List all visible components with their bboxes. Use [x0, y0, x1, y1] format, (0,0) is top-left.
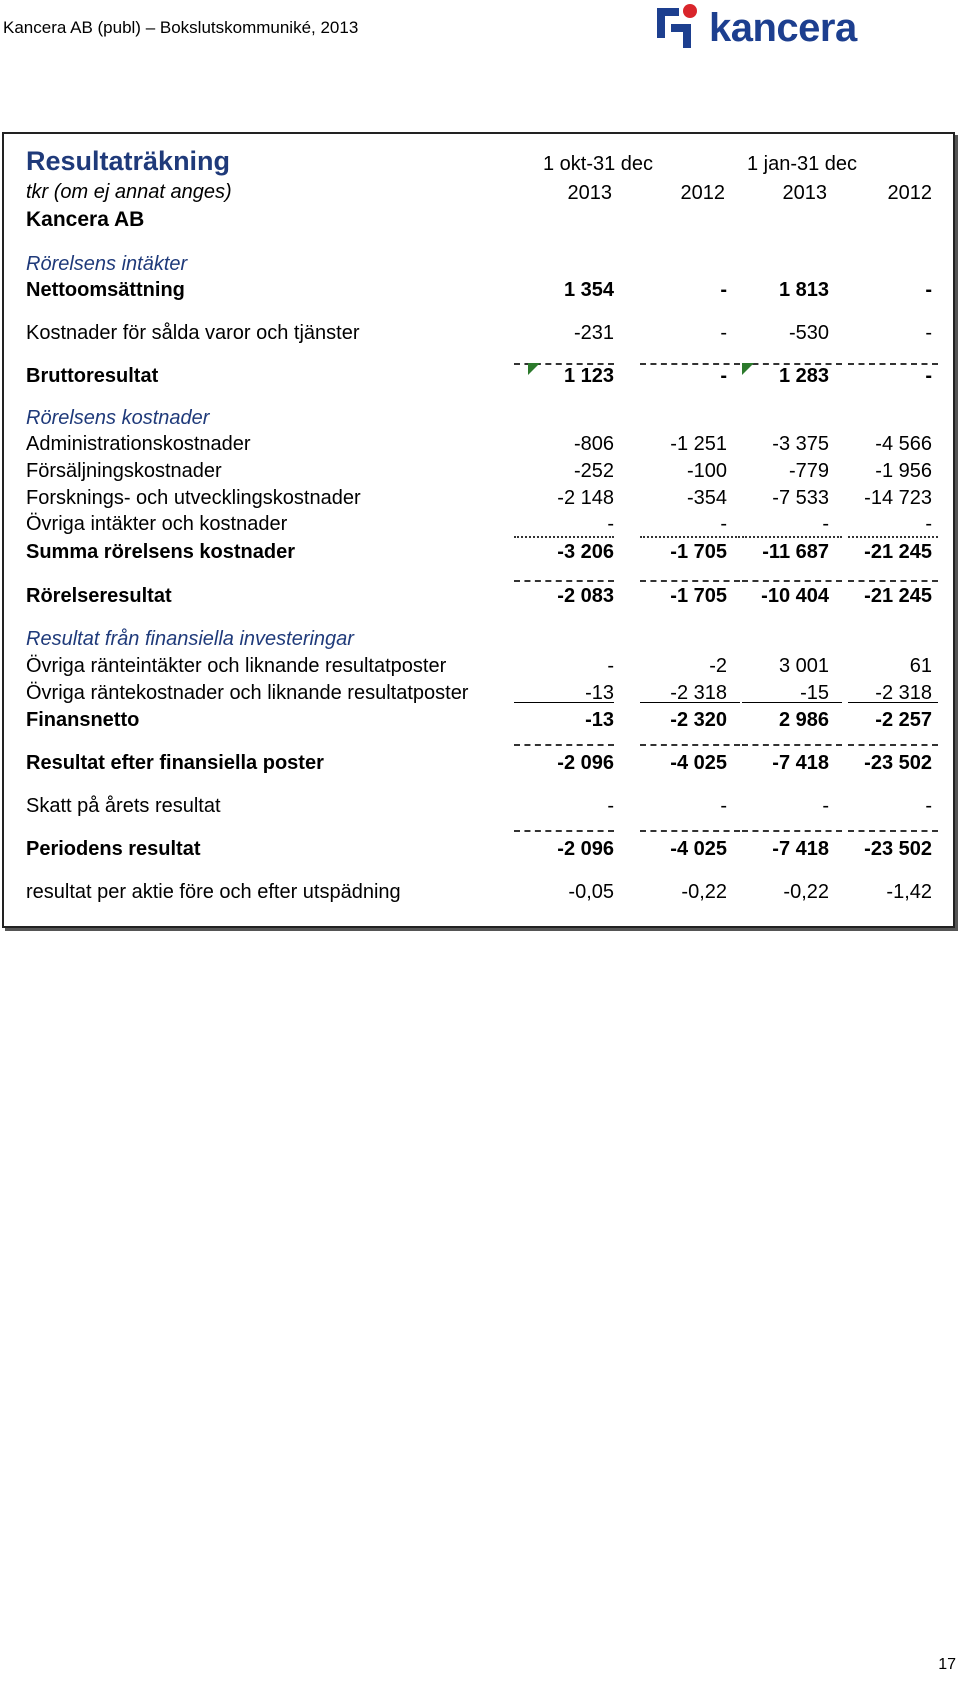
table-cell: - [720, 365, 727, 387]
table-cell: -21 245 [864, 541, 932, 563]
table-cell: - [607, 655, 614, 677]
table-cell: - [720, 513, 727, 535]
separator-line [742, 744, 842, 746]
row-label: Bruttoresultat [26, 365, 159, 387]
table-cell: -1 705 [670, 541, 727, 563]
table-cell: -1 251 [670, 433, 727, 455]
table-cell: -7 418 [772, 838, 829, 860]
table-cell: 2 986 [778, 709, 829, 731]
table-cell: - [720, 322, 727, 344]
table-cell: 1 123 [563, 365, 614, 387]
period-header-q4: 1 okt-31 dec [542, 153, 654, 175]
row-label: Forsknings- och utvecklingskostnader [26, 487, 361, 509]
separator-line [742, 536, 842, 538]
period-header-full-year: 1 jan-31 dec [746, 153, 858, 175]
row-label: Övriga räntekostnader och liknande resultatposter [26, 682, 469, 704]
separator-line [514, 830, 614, 832]
table-cell: 61 [909, 655, 932, 677]
table-cell: - [925, 513, 932, 535]
table-cell: -0,22 [681, 881, 727, 903]
separator-line [742, 363, 842, 365]
table-cell: - [925, 365, 932, 387]
separator-line [742, 580, 842, 582]
company-name: Kancera AB [26, 208, 145, 231]
separator-line [640, 580, 740, 582]
table-cell: -806 [573, 433, 614, 455]
year-header: 2013 [567, 182, 612, 204]
table-cell: - [925, 322, 932, 344]
row-label: Administrationskostnader [26, 433, 251, 455]
table-cell: -14 723 [864, 487, 932, 509]
table-cell: - [925, 795, 932, 817]
table-cell: 1 813 [778, 279, 829, 301]
row-label: Rörelseresultat [26, 585, 172, 607]
table-cell: -2 [709, 655, 727, 677]
separator-line [848, 580, 938, 582]
table-cell: -2 148 [557, 487, 614, 509]
separator-line [514, 580, 614, 582]
table-cell: - [607, 795, 614, 817]
separator-line [848, 536, 938, 538]
kancera-logo [655, 4, 885, 54]
table-cell: -2 257 [875, 709, 932, 731]
separator-line [742, 830, 842, 832]
table-cell: -3 206 [557, 541, 614, 563]
table-cell: -530 [788, 322, 829, 344]
table-cell: - [720, 279, 727, 301]
table-cell: -231 [573, 322, 614, 344]
separator-line [640, 363, 740, 365]
separator-line [848, 702, 938, 703]
separator-line [640, 702, 740, 703]
table-cell: -4 566 [875, 433, 932, 455]
separator-line [848, 744, 938, 746]
table-cell: -2 320 [670, 709, 727, 731]
table-cell: - [607, 513, 614, 535]
row-label: Finansnetto [26, 709, 140, 731]
cell-comment-marker-icon [528, 363, 540, 375]
table-cell: -779 [788, 460, 829, 482]
table-cell: - [822, 513, 829, 535]
separator-line [514, 536, 614, 538]
row-label: Övriga intäkter och kostnader [26, 513, 288, 535]
separator-line [514, 744, 614, 746]
separator-line [742, 702, 842, 703]
table-cell: - [925, 279, 932, 301]
table-cell: -3 375 [772, 433, 829, 455]
table-cell: -7 533 [772, 487, 829, 509]
separator-line [640, 536, 740, 538]
table-cell: -23 502 [864, 752, 932, 774]
document-header-title: Kancera AB (publ) – Bokslutskommuniké, 2013 [3, 18, 359, 37]
separator-line [848, 830, 938, 832]
separator-line [848, 363, 938, 365]
table-cell: -1 956 [875, 460, 932, 482]
table-cell: -0,05 [568, 881, 614, 903]
table-cell: 3 001 [778, 655, 829, 677]
row-label: Summa rörelsens kostnader [26, 541, 295, 563]
table-cell: -2 318 [875, 682, 932, 704]
year-header: 2012 [887, 182, 932, 204]
cell-comment-marker-icon [742, 363, 754, 375]
table-cell: -23 502 [864, 838, 932, 860]
table-cell: -4 025 [670, 752, 727, 774]
table-cell: - [822, 795, 829, 817]
row-label: Övriga ränteintäkter och liknande resultatposter [26, 655, 447, 677]
table-cell: -2 083 [557, 585, 614, 607]
table-cell: -4 025 [670, 838, 727, 860]
table-cell: -252 [573, 460, 614, 482]
statement-unit-note: tkr (om ej annat anges) [26, 181, 232, 203]
table-cell: -100 [686, 460, 727, 482]
year-header: 2013 [782, 182, 827, 204]
table-cell: -11 687 [762, 541, 829, 563]
table-cell: -2 096 [557, 752, 614, 774]
table-cell: -2 318 [670, 682, 727, 704]
table-cell: -2 096 [557, 838, 614, 860]
separator-line [514, 702, 614, 703]
year-header: 2012 [680, 182, 725, 204]
statement-title: Resultaträkning [26, 146, 231, 176]
row-label: Rörelsens kostnader [26, 407, 210, 429]
page-number: 17 [938, 1656, 956, 1673]
row-label: Kostnader för sålda varor och tjänster [26, 322, 360, 344]
row-label: Resultat från finansiella investeringar [26, 628, 354, 650]
row-label: Periodens resultat [26, 838, 201, 860]
row-label: Rörelsens intäkter [26, 253, 188, 275]
row-label: Resultat efter finansiella poster [26, 752, 324, 774]
separator-line [640, 744, 740, 746]
row-label: Nettoomsättning [26, 279, 185, 301]
table-cell: 1 283 [778, 365, 829, 387]
table-cell: -15 [800, 682, 829, 704]
table-cell: -0,22 [783, 881, 829, 903]
table-cell: -1 705 [670, 585, 727, 607]
table-cell: -13 [585, 682, 614, 704]
separator-line [640, 830, 740, 832]
table-cell: - [720, 795, 727, 817]
table-cell: -7 418 [772, 752, 829, 774]
table-cell: 1 354 [563, 279, 614, 301]
table-cell: -21 245 [864, 585, 932, 607]
row-label: Skatt på årets resultat [26, 795, 221, 817]
row-label: Försäljningskostnader [26, 460, 222, 482]
kancera-logo-text: kancera [709, 6, 857, 50]
table-cell: -13 [585, 709, 614, 731]
table-cell: -10 404 [761, 585, 829, 607]
table-cell: -1,42 [886, 881, 932, 903]
row-label: resultat per aktie före och efter utspädning [26, 881, 401, 903]
table-cell: -354 [686, 487, 727, 509]
